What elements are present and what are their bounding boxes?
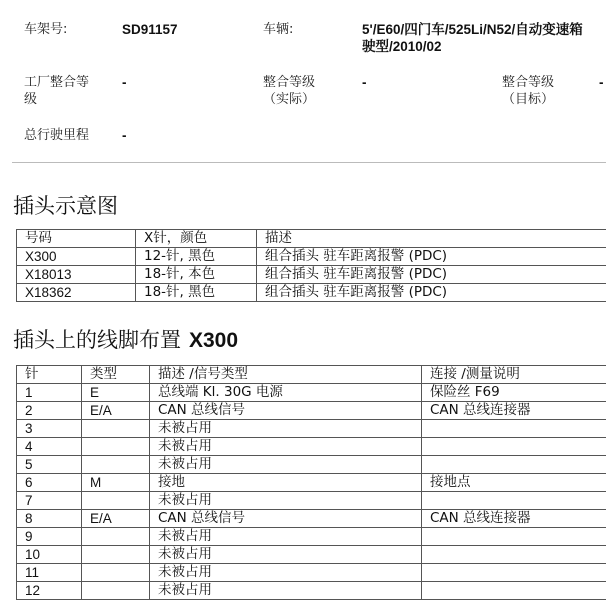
pin-table bbox=[16, 365, 606, 600]
level-target-label-cont: （目标） bbox=[502, 92, 555, 107]
connector-number: X18013 bbox=[17, 266, 136, 284]
level-actual-value: - bbox=[362, 75, 367, 90]
pin-number: 11 bbox=[17, 564, 82, 582]
factory-level-value: - bbox=[122, 75, 127, 90]
table-row bbox=[17, 402, 606, 420]
pin-number: 12 bbox=[17, 582, 82, 600]
connector-number: X18362 bbox=[17, 284, 136, 302]
connector-description: 组合插头 驻车距离报警 (PDC) bbox=[257, 284, 606, 302]
pin-number: 10 bbox=[17, 546, 82, 564]
table-row bbox=[17, 582, 606, 600]
pin-connection bbox=[422, 456, 606, 474]
pin-connection bbox=[422, 420, 606, 438]
pin-section-title-text: 插头上的线脚布置 bbox=[13, 328, 181, 352]
mileage-value: - bbox=[122, 128, 127, 143]
connector-table-header bbox=[17, 230, 606, 248]
pin-signal: 未被占用 bbox=[150, 528, 422, 546]
pin-type bbox=[82, 528, 150, 546]
chassis-label: 车架号: bbox=[24, 22, 68, 37]
pin-type: E bbox=[82, 384, 150, 402]
pin-type bbox=[82, 546, 150, 564]
pin-connection bbox=[422, 492, 606, 510]
pin-table-header bbox=[17, 366, 606, 384]
pin-connection: CAN 总线连接器 bbox=[422, 402, 606, 420]
pin-number: 7 bbox=[17, 492, 82, 510]
pin-type bbox=[82, 438, 150, 456]
pin-signal: CAN 总线信号 bbox=[150, 510, 422, 528]
pin-number: 4 bbox=[17, 438, 82, 456]
vehicle-label: 车辆: bbox=[263, 22, 294, 37]
pin-connection: CAN 总线连接器 bbox=[422, 510, 606, 528]
column-header-pins-color: X针，颜色 bbox=[136, 230, 257, 248]
column-header-number: 号码 bbox=[17, 230, 136, 248]
pin-section-title bbox=[13, 324, 238, 354]
column-header-type: 类型 bbox=[82, 366, 150, 384]
connector-pins-color: 18-针, 本色 bbox=[136, 266, 257, 284]
pin-type bbox=[82, 564, 150, 582]
connector-section-title: 插头示意图 bbox=[13, 194, 118, 218]
pin-connection: 接地点 bbox=[422, 474, 606, 492]
column-header-pin: 针 bbox=[17, 366, 82, 384]
table-row bbox=[17, 564, 606, 582]
table-row bbox=[17, 266, 606, 284]
table-row bbox=[17, 492, 606, 510]
pin-number: 9 bbox=[17, 528, 82, 546]
level-actual-label-cont: （实际） bbox=[263, 92, 316, 107]
level-target-label: 整合等级 bbox=[502, 75, 555, 90]
pin-number: 1 bbox=[17, 384, 82, 402]
pin-number: 2 bbox=[17, 402, 82, 420]
table-row bbox=[17, 474, 606, 492]
table-row bbox=[17, 384, 606, 402]
pin-number: 6 bbox=[17, 474, 82, 492]
pin-signal: CAN 总线信号 bbox=[150, 402, 422, 420]
pin-signal: 未被占用 bbox=[150, 456, 422, 474]
pin-type bbox=[82, 492, 150, 510]
connector-description: 组合插头 驻车距离报警 (PDC) bbox=[257, 248, 606, 266]
vehicle-value-line1: 5'/E60/四门车/525Li/N52/自动变速箱 bbox=[362, 22, 583, 37]
chassis-value: SD91157 bbox=[122, 22, 178, 37]
pin-type bbox=[82, 456, 150, 474]
pin-type: M bbox=[82, 474, 150, 492]
table-row bbox=[17, 420, 606, 438]
pin-number: 5 bbox=[17, 456, 82, 474]
factory-level-label-cont: 级 bbox=[24, 92, 38, 107]
pin-signal: 未被占用 bbox=[150, 492, 422, 510]
pin-connection bbox=[422, 582, 606, 600]
column-header-description: 描述 bbox=[257, 230, 606, 248]
header-divider bbox=[12, 162, 606, 163]
connector-table bbox=[16, 229, 606, 302]
pin-signal: 未被占用 bbox=[150, 438, 422, 456]
table-row bbox=[17, 546, 606, 564]
pin-type bbox=[82, 582, 150, 600]
column-header-connection: 连接 /测量说明 bbox=[422, 366, 606, 384]
vehicle-value-line2: 驶型/2010/02 bbox=[362, 39, 442, 54]
level-target-value: - bbox=[599, 75, 604, 90]
mileage-label: 总行驶里程 bbox=[24, 128, 90, 143]
table-row bbox=[17, 456, 606, 474]
table-row bbox=[17, 248, 606, 266]
table-row bbox=[17, 510, 606, 528]
pin-signal: 未被占用 bbox=[150, 564, 422, 582]
pin-number: 3 bbox=[17, 420, 82, 438]
pin-signal: 未被占用 bbox=[150, 582, 422, 600]
pin-signal: 未被占用 bbox=[150, 420, 422, 438]
pin-connection bbox=[422, 438, 606, 456]
pin-type: E/A bbox=[82, 510, 150, 528]
pin-signal: 接地 bbox=[150, 474, 422, 492]
pin-signal: 未被占用 bbox=[150, 546, 422, 564]
pin-connection bbox=[422, 528, 606, 546]
table-row bbox=[17, 438, 606, 456]
connector-pins-color: 18-针, 黑色 bbox=[136, 284, 257, 302]
pin-section-connector-code: X300 bbox=[189, 329, 239, 352]
pin-connection bbox=[422, 546, 606, 564]
connector-number: X300 bbox=[17, 248, 136, 266]
table-row bbox=[17, 528, 606, 546]
pin-number: 8 bbox=[17, 510, 82, 528]
pin-type bbox=[82, 420, 150, 438]
pin-type: E/A bbox=[82, 402, 150, 420]
pin-connection: 保险丝 F69 bbox=[422, 384, 606, 402]
level-actual-label: 整合等级 bbox=[263, 75, 316, 90]
factory-level-label: 工厂整合等 bbox=[24, 75, 90, 90]
connector-description: 组合插头 驻车距离报警 (PDC) bbox=[257, 266, 606, 284]
column-header-signal: 描述 /信号类型 bbox=[150, 366, 422, 384]
connector-pins-color: 12-针, 黑色 bbox=[136, 248, 257, 266]
pin-connection bbox=[422, 564, 606, 582]
pin-signal: 总线端 Kl. 30G 电源 bbox=[150, 384, 422, 402]
table-row bbox=[17, 284, 606, 302]
